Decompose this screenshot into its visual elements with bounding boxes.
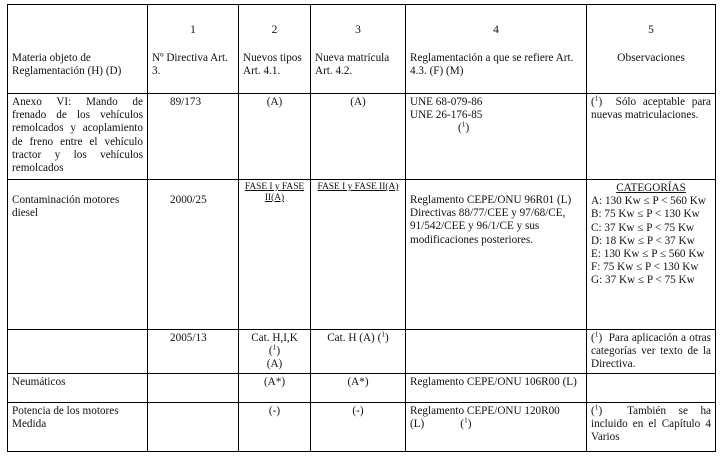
categoria-g: G: 37 Kw ≤ P < 75 Kw bbox=[591, 274, 695, 287]
contaminacion-nuevos-tipos: FASE I y FASE II(A) bbox=[239, 180, 311, 330]
categoria-e: E: 130 Kw ≤ P ≤ 560 Kw bbox=[591, 248, 705, 261]
anexo-reg-note: ($^1$) bbox=[458, 119, 470, 135]
row-2005-nuevos-tipos-a: (A) bbox=[266, 358, 283, 371]
neumaticos-reglamentacion: Reglamento CEPE/ONU 106R00 (L) bbox=[406, 374, 587, 403]
header-col-2 bbox=[239, 5, 311, 94]
potencia-reglamentacion bbox=[406, 403, 587, 452]
row-2005-reglamentacion bbox=[406, 330, 587, 374]
contaminacion-materia bbox=[8, 180, 148, 330]
anexo-obs-text: Sólo aceptable para nuevas matriculaciones. bbox=[591, 96, 711, 122]
contaminacion-directiva bbox=[148, 180, 239, 330]
table-row-neumaticos bbox=[8, 374, 716, 403]
contaminacion-observaciones bbox=[587, 180, 716, 330]
column-number-4: 4 bbox=[493, 24, 499, 36]
contaminacion-nueva-matricula: FASE I y FASE II(A) bbox=[311, 180, 406, 330]
anexo-observaciones: ($^1$) Sólo aceptable para nuevas matriculaciones. bbox=[587, 94, 716, 180]
potencia-directiva bbox=[148, 403, 239, 452]
categoria-b: B: 75 Kw ≤ P < 130 Kw bbox=[591, 208, 700, 221]
header-col-5 bbox=[587, 5, 716, 94]
row-2005-nuevos-tipos-note: ($^1$) bbox=[268, 342, 281, 358]
table-row-contaminacion bbox=[8, 180, 716, 330]
header-materia-label: Materia objeto de Reglamentación (H) (D) bbox=[12, 52, 122, 78]
row-2005-nm-text: Cat. H (A) bbox=[327, 332, 375, 344]
contaminacion-reglamentacion bbox=[406, 180, 587, 330]
contaminacion-reg-text: Reglamento CEPE/ONU 96R01 (L) Directivas 88/77/CEE y 97/68/CE, 91/542/CEE y 96/1/CE y sus modificaciones posteriores. bbox=[410, 194, 572, 246]
potencia-reg-line1: Reglamento CEPE/ONU 120R00 bbox=[410, 405, 560, 417]
row-2005-nm-note-num: 1 bbox=[381, 329, 386, 339]
column-number-3: 3 bbox=[355, 24, 361, 36]
anexo-reg-line1: UNE 68-079-86 bbox=[410, 96, 483, 108]
row-2005-nuevos-tipos bbox=[239, 330, 311, 374]
column-label-1: Nº Directiva Art. 3. bbox=[152, 52, 228, 78]
anexo-reglamentacion bbox=[406, 94, 587, 180]
categoria-a: A: 130 Kw ≤ P < 560 Kw bbox=[591, 195, 706, 208]
anexo-directiva bbox=[148, 94, 239, 180]
column-label-4: Reglamentación a que se refiere Art. 4.3. (F) (M) bbox=[410, 52, 574, 78]
regulation-table bbox=[7, 4, 716, 452]
anexo-reg-note-num: 1 bbox=[461, 119, 466, 129]
anexo-directiva-value: 89/173 bbox=[170, 96, 202, 108]
header-col-1 bbox=[148, 5, 239, 94]
row-2005-directiva-value: 2005/13 bbox=[170, 332, 207, 344]
table-row-2005 bbox=[8, 330, 716, 374]
row-2005-nueva-matricula: Cat. H (A) ($^1$) bbox=[311, 330, 406, 374]
row-2005-materia bbox=[8, 330, 148, 374]
potencia-nueva-matricula: (-) bbox=[311, 403, 406, 452]
categoria-f: F: 75 Kw ≤ P < 130 Kw bbox=[591, 261, 699, 274]
header-materia bbox=[8, 5, 148, 94]
column-label-2: Nuevos tipos Art. 4.1. bbox=[243, 52, 302, 78]
column-number-5: 5 bbox=[648, 24, 654, 36]
column-label-5: Observaciones bbox=[617, 52, 685, 65]
neumaticos-nuevos-tipos: (A*) bbox=[239, 374, 311, 403]
header-row bbox=[8, 5, 716, 94]
row-2005-nuevos-tipos-cat: Cat. H,I,K bbox=[251, 332, 298, 344]
potencia-reg-note-num: 1 bbox=[464, 415, 468, 425]
potencia-observaciones: ($^1$) También se ha incluido en el Capítulo 4 Varios bbox=[587, 403, 716, 452]
header-col-4 bbox=[406, 5, 587, 94]
table-row-potencia bbox=[8, 403, 716, 452]
header-col-3 bbox=[311, 5, 406, 94]
categoria-c: C: 37 Kw ≤ P < 75 Kw bbox=[591, 221, 695, 234]
row-2005-obs-text: Para aplicación a otras categorías ver texto de la Directiva. bbox=[591, 332, 711, 371]
contaminacion-directiva-value: 2000/25 bbox=[170, 194, 207, 206]
categorias-title: CATEGORÍAS bbox=[616, 182, 686, 194]
potencia-materia: Potencia de los motores Medida bbox=[8, 403, 148, 452]
neumaticos-nueva-matricula: (A*) bbox=[311, 374, 406, 403]
column-number-1: 1 bbox=[190, 24, 196, 36]
neumaticos-directiva bbox=[148, 374, 239, 403]
potencia-obs-note-num: 1 bbox=[594, 402, 599, 412]
neumaticos-observaciones bbox=[587, 374, 716, 403]
neumaticos-materia: Neumáticos bbox=[8, 374, 148, 403]
anexo-nueva-matricula: (A) bbox=[311, 94, 406, 180]
potencia-reg-note: ($^1$) bbox=[460, 415, 472, 431]
anexo-reg-line2: UNE 26-176-85 bbox=[410, 109, 483, 122]
row-2005-directiva bbox=[148, 330, 239, 374]
potencia-reg-line2: (L) bbox=[410, 418, 425, 431]
anexo-obs-note-num: 1 bbox=[594, 93, 599, 103]
table-row-anexo bbox=[8, 94, 716, 180]
column-label-3: Nueva matrícula Art. 4.2. bbox=[315, 52, 390, 78]
potencia-nuevos-tipos: (-) bbox=[239, 403, 311, 452]
anexo-materia: Anexo VI: Mando de frenado de los vehículos remolcados y acoplamiento de freno entre el vehículo tractor y los vehículos remolcados bbox=[8, 94, 148, 180]
contaminacion-materia-text: Contaminación motores diesel bbox=[12, 194, 120, 220]
row-2005-nt-note-num: 1 bbox=[272, 342, 277, 352]
column-number-2: 2 bbox=[271, 24, 278, 36]
anexo-nuevos-tipos: (A) bbox=[239, 94, 311, 180]
potencia-obs-text: También se ha incluido en el Capítulo 4 Varios bbox=[591, 405, 711, 444]
row-2005-observaciones: ($^1$) Para aplicación a otras categorías ver texto de la Directiva. bbox=[587, 330, 716, 374]
row-2005-obs-note-num: 1 bbox=[594, 329, 599, 339]
categoria-d: D: 18 Kw ≤ P < 37 Kw bbox=[591, 234, 695, 247]
